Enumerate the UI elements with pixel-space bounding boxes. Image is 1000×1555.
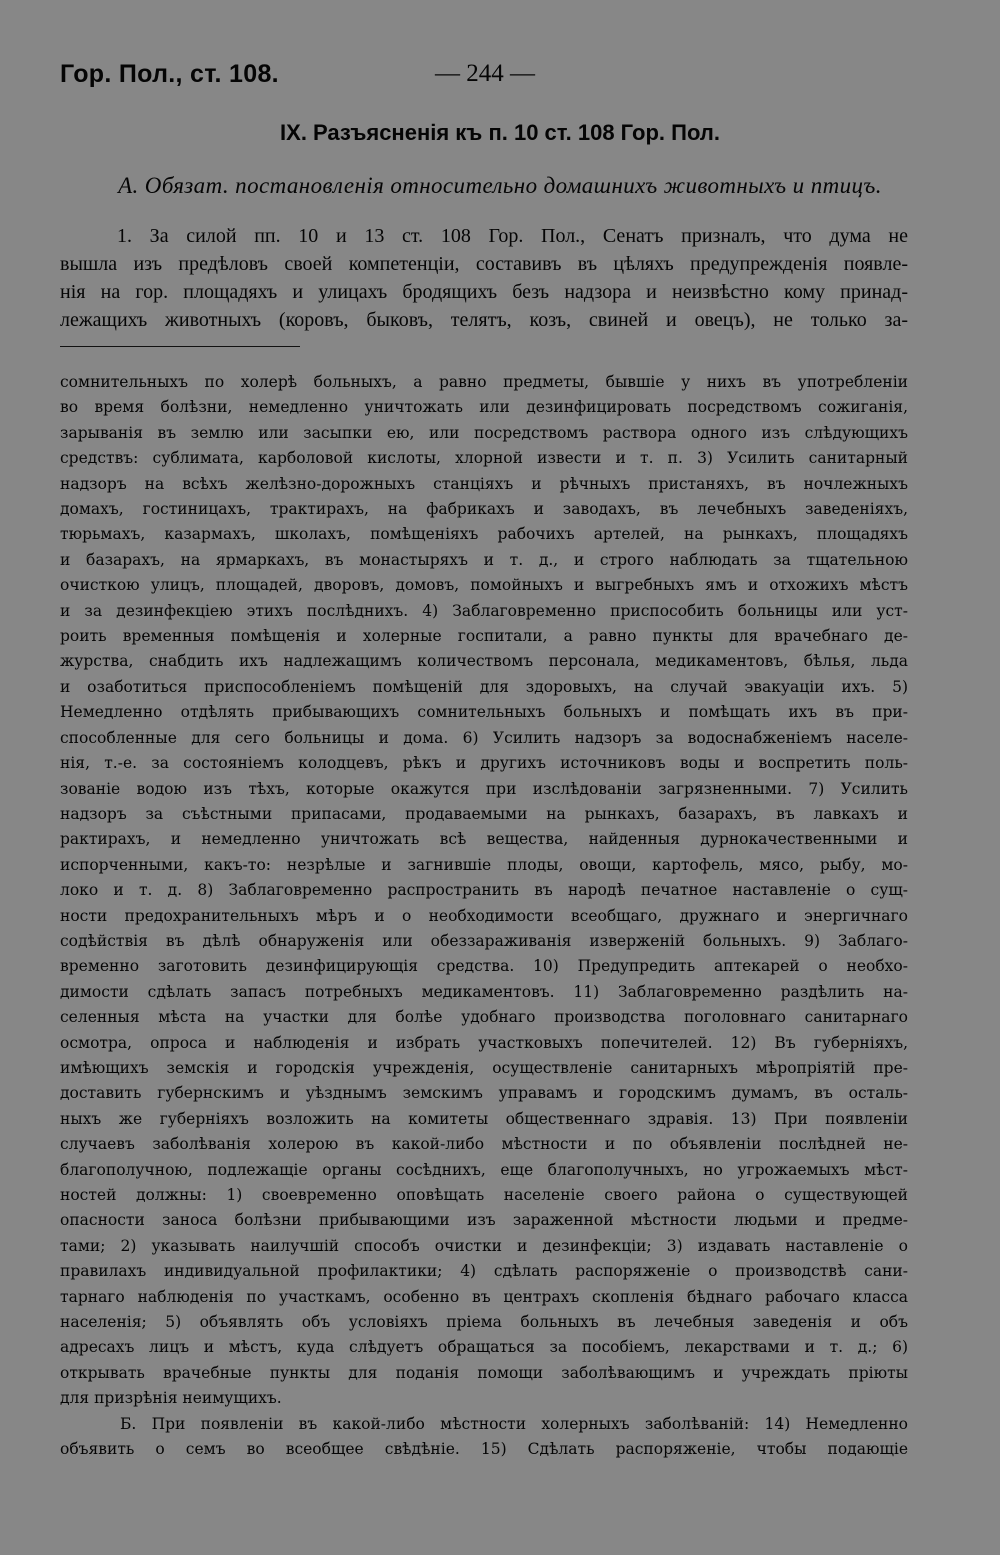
main-line: нія на гор. площадяхъ и улицахъ бродящихъ безъ надзора и неизвѣстно кому принад- — [60, 281, 908, 303]
footnote-line: осмотра, опроса и наблюденія и избрать участковыхъ попечителей. 12) Въ губерніяхъ, — [60, 1033, 908, 1052]
footnote-line: случаевъ заболѣванія холерою въ какой-либо мѣстности и по объявленіи послѣдней не- — [60, 1135, 908, 1154]
footnote-line: и озаботиться приспособленіемъ помѣщеній для здоровыхъ, на случай эвакуаціи ихъ. 5) — [60, 677, 908, 696]
footnote-line: открывать врачебные пункты для поданія помощи заболѣвающимъ и учреждать пріюты — [60, 1363, 908, 1382]
page-number: — 244 — — [435, 60, 535, 87]
running-header: Гор. Пол., ст. 108. — [60, 60, 279, 88]
footnote-line: селенныя мѣста на участки для болѣе удобнаго производства поголовнаго санитарнаго — [60, 1008, 908, 1027]
footnote-section-b-line: объявить о семъ во всеобщее свѣдѣніе. 15) Сдѣлать распоряженіе, чтобы подающіе — [60, 1440, 908, 1459]
footnote-line: опасности заноса болѣзни прибывающими изъ зараженной мѣстности людьми и предме- — [60, 1211, 908, 1230]
footnote-line: роить временныя помѣщенія и холерные госпитали, а равно пункты для врачебнаго де- — [60, 627, 908, 646]
footnote-line: Немедленно отдѣлять прибывающихъ сомнительныхъ больныхъ и помѣщать ихъ въ при- — [60, 703, 908, 722]
footnote-line: ности предохранительныхъ мѣръ и о необходимости всеобщаго, дружнаго и энергичнаго — [60, 906, 908, 925]
footnote-line: димости сдѣлать запасъ потребныхъ медикаментовъ. 11) Заблаговременно раздѣлить на- — [60, 982, 908, 1001]
subsection-title: А. Обязат. постановленія относительно домашнихъ животныхъ и птицъ. — [118, 173, 882, 198]
main-line: вышла изъ предѣловъ своей компетенціи, составивъ въ цѣляхъ предупрежденія появле- — [60, 253, 908, 275]
footnote-line: зованіе водою изъ тѣхъ, которые окажутся при изслѣдованіи загрязненными. 7) Усилить — [60, 779, 908, 798]
footnote-line: во время болѣзни, немедленно уничтожать или дезинфицировать посредствомъ сожиганія, — [60, 398, 908, 417]
footnote-section-b-line: Б. При появленіи въ какой-либо мѣстности холерныхъ заболѣваній: 14) Немедленно — [120, 1414, 908, 1433]
footnote-line: сомнительныхъ по холерѣ больныхъ, а равно предметы, бывшіе у нихъ въ употребленіи — [60, 373, 908, 391]
footnote-line: доставить губернскимъ и уѣзднымъ земскимъ управамъ и городскимъ думамъ, въ осталь- — [60, 1084, 908, 1103]
footnote-line: тюрьмахъ, казармахъ, школахъ, помѣщеніяхъ рабочихъ артелей, на рынкахъ, площадяхъ — [60, 525, 908, 544]
footnote-line: домахъ, гостиницахъ, трактирахъ, на фабрикахъ и заводахъ, въ лечебныхъ заведеніяхъ, — [60, 500, 908, 519]
footnote-line: тарнаго наблюденія по участкамъ, особенно въ центрахъ скопленія бѣднаго рабочаго класса — [60, 1287, 908, 1306]
footnote-line: адресахъ лицъ и мѣстъ, куда слѣдуетъ обращаться за пособіемъ, лекарствами и т. д.; 6) — [60, 1338, 908, 1357]
footnote-line: испорченными, какъ-то: незрѣлые и загнившіе плоды, овощи, картофель, мясо, рыбу, мо- — [60, 855, 908, 874]
footnote-line: зарыванія въ землю или засыпки ею, или посредствомъ раствора одного изъ слѣдующихъ — [60, 423, 908, 442]
footnote-divider — [60, 346, 300, 347]
footnote-line: имѣющихъ земскія и городскія учрежденія, осуществленіе санитарныхъ мѣропріятій пре- — [60, 1058, 908, 1077]
footnote-line: временно заготовить дезинфицирующія средства. 10) Предупредить аптекарей о необхо- — [60, 957, 908, 976]
footnote-line: средствъ: сублимата, карболовой кислоты, хлорной извести и т. п. 3) Усилить санитарный — [60, 449, 908, 468]
main-paragraph — [60, 222, 908, 334]
footnote-line: локо и т. д. 8) Заблаговременно распространить въ народѣ печатное наставленіе о сущ- — [60, 881, 908, 900]
footnote-line: журства, снабдить ихъ надлежащимъ количествомъ персонала, медикаментовъ, бѣлья, льда — [60, 652, 908, 671]
footnote-line: тами; 2) указывать наилучшій способъ очистки и дезинфекціи; 3) издавать наставленіе о — [60, 1236, 908, 1255]
footnote-line: очисткою улицъ, площадей, дворовъ, домовъ, помойныхъ и выгребныхъ ямъ и отхожихъ мѣстъ — [60, 576, 908, 595]
footnote-line: правилахъ индивидуальной профилактики; 4) сдѣлать распоряженіе о производствѣ сани- — [60, 1262, 908, 1281]
footnote-block — [60, 370, 908, 1462]
footnote-line: и за дезинфекціею этихъ послѣднихъ. 4) Заблаговременно приспособить больницы или уст- — [60, 601, 908, 620]
footnote-line: надзоръ за съѣстными припасами, продаваемыми на рынкахъ, базарахъ, въ лавкахъ и — [60, 804, 908, 823]
footnote-line: и базарахъ, на ярмаркахъ, въ монастыряхъ и т. д., и строго наблюдать за тщательною — [60, 550, 908, 569]
footnote-line: способленные для сего больницы и дома. 6) Усилить надзоръ за водоснабженіемъ населе- — [60, 728, 908, 747]
footnote-line: рактирахъ, и немедленно уничтожать всѣ вещества, найденныя дурнокачественными и — [60, 830, 908, 849]
footnote-line: нія, т.-е. за состояніемъ колодцевъ, рѣкъ и другихъ источниковъ воды и воспретить поль- — [60, 754, 908, 773]
footnote-line: для призрѣнія неимущихъ. — [60, 1389, 282, 1408]
main-line: 1. За силой пп. 10 и 13 ст. 108 Гор. Пол., Сенатъ призналъ, что дума не — [117, 225, 908, 247]
footnote-line: содѣйствія въ дѣлѣ обнаруженія или обеззараживанія изверженій больныхъ. 9) Заблаго- — [60, 931, 908, 950]
footnote-line: надзоръ на всѣхъ желѣзно-дорожныхъ станціяхъ и рѣчныхъ пристаняхъ, въ ночлежныхъ — [60, 474, 908, 493]
footnote-line: благополучною, подлежащіе органы сосѣднихъ, еще благополучныхъ, но угрожаемыхъ мѣст- — [60, 1160, 908, 1179]
main-line: лежащихъ животныхъ (коровъ, быковъ, телятъ, козъ, свиней и овецъ), не только за- — [60, 309, 908, 331]
footnote-line: ностей должны: 1) своевременно оповѣщать населеніе своего района о существующей — [60, 1186, 908, 1204]
section-title: IX. Разъясненія къ п. 10 ст. 108 Гор. Пол. — [280, 120, 720, 145]
footnote-line: ныхъ же губерніяхъ возложить на комитеты общественнаго здравія. 13) При появленіи — [60, 1109, 908, 1128]
footnote-line: населенія; 5) объявлять объ условіяхъ пріема больныхъ въ лечебныя заведенія и объ — [60, 1313, 908, 1332]
